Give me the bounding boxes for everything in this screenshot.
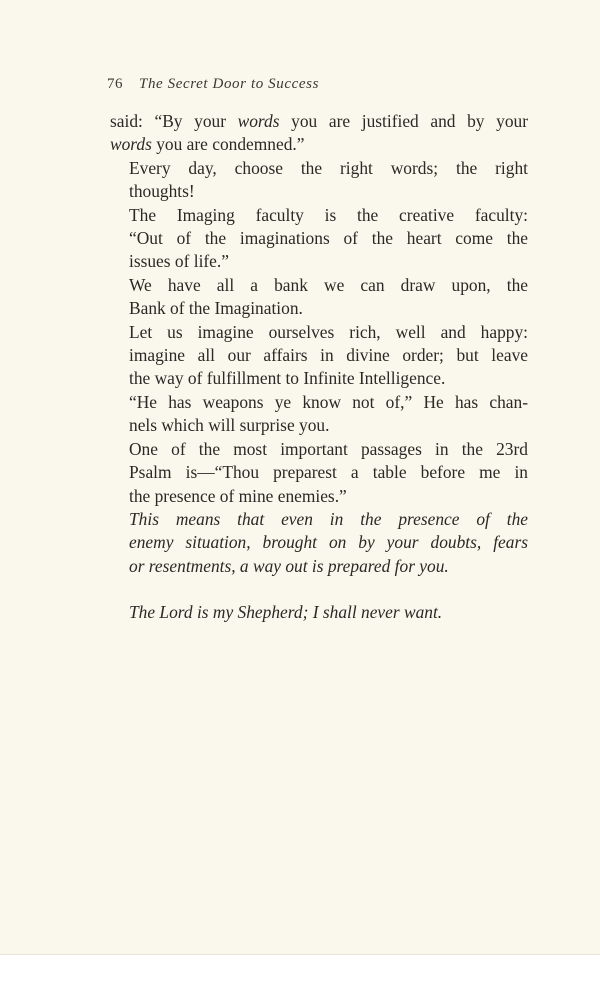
text-line: One of the most important passages in the 23rd [129, 438, 528, 459]
paragraph-6 [110, 391, 528, 438]
page-number: 76 [107, 76, 123, 92]
paragraph-1-line-2: words you are condemned.” [110, 134, 305, 155]
text-line: Psalm is—“Thou preparest a table before me in [129, 462, 528, 483]
paragraph-3 [110, 204, 528, 274]
paragraph-2 [110, 157, 528, 204]
paragraph-8 [110, 508, 528, 578]
text-line: This means that even in the presence of the [129, 508, 528, 529]
body-text [110, 110, 528, 625]
text-line: The Imaging faculty is the creative faculty: [129, 204, 528, 225]
paragraph-1 [110, 110, 528, 157]
text-line: imagine all our affairs in divine order; but leave [129, 345, 528, 366]
text-line: Every day, choose the right words; the right [129, 157, 528, 178]
text-line: thoughts! [129, 181, 195, 202]
text-line: “He has weapons ye know not of,” He has chan- [129, 391, 528, 412]
text-line: Let us imagine ourselves rich, well and happy: [129, 321, 528, 342]
running-head [107, 76, 319, 93]
text-line: “Out of the imaginations of the heart come the [129, 228, 528, 249]
emphasis-words: words [110, 134, 152, 155]
closing-line: The Lord is my Shepherd; I shall never want. [129, 602, 443, 623]
emphasis-words: words [237, 111, 280, 131]
book-title: The Secret Door to Success [139, 76, 320, 92]
text-line: We have all a bank we can draw upon, the [129, 274, 528, 295]
paragraph-7 [110, 438, 528, 508]
text-line: enemy situation, brought on by your doubts, fears [129, 532, 528, 553]
scan-margin [0, 955, 600, 990]
text-line: the presence of mine enemies.” [129, 485, 347, 506]
paragraph-4 [110, 274, 528, 321]
paragraph-1-line-1: said: “By your words you are justified and by your [110, 111, 529, 131]
paragraph-5 [110, 321, 528, 391]
text-line: Bank of the Imagination. [129, 298, 303, 319]
text-line: or resentments, a way out is prepared for you. [129, 555, 449, 576]
text-line: issues of life.” [129, 251, 229, 272]
text-line: nels which will surprise you. [129, 415, 330, 436]
text-line: the way of fulfillment to Infinite Intelligence. [129, 368, 446, 389]
